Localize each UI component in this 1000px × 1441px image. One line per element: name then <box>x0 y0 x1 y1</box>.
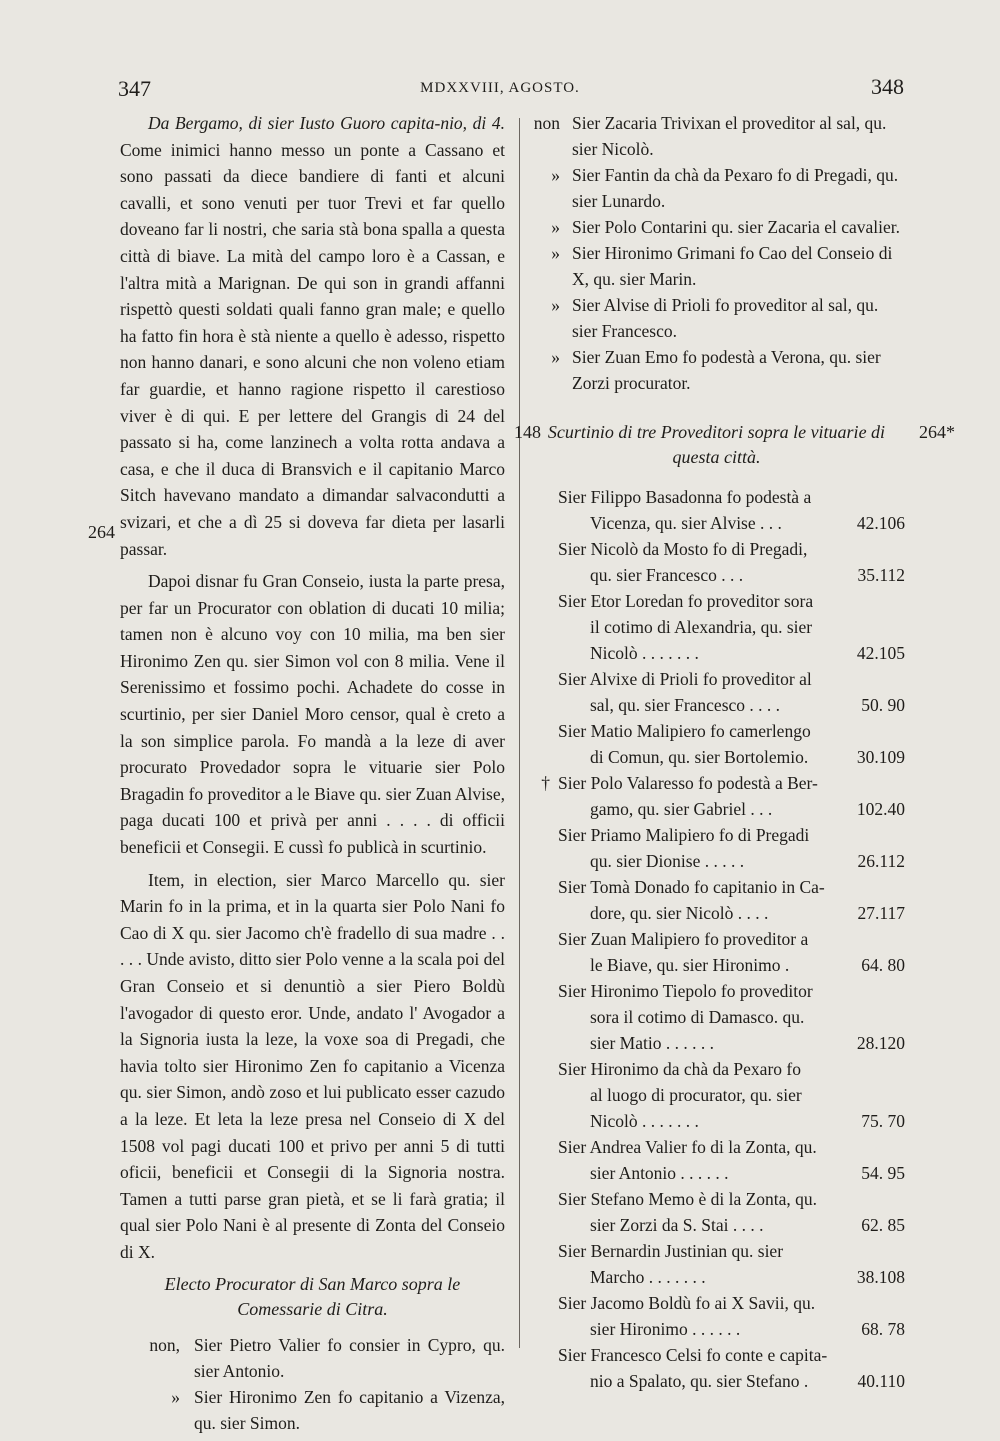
vote-lead: » <box>551 347 560 367</box>
candidate-line-text: sier Zorzi da S. Stai . . . . <box>590 1215 764 1235</box>
candidate-line <box>558 1030 909 1056</box>
running-title: MDXXVIII, AGOSTO. <box>420 80 580 96</box>
candidate-line-text: di Comun, qu. sier Bortolemio. <box>590 747 809 767</box>
candidate-line <box>558 952 909 978</box>
vote-count: 62. 85 <box>861 1215 905 1235</box>
candidate-line: Sier Zuan Malipiero fo proveditor a <box>558 929 809 949</box>
candidate-entry <box>524 926 909 978</box>
candidate-entry <box>524 1238 909 1290</box>
candidate-entry <box>524 588 909 666</box>
candidate-line: Sier Priamo Malipiero fo di Pregadi <box>558 825 810 845</box>
candidate-line-text: gamo, qu. sier Gabriel . . . <box>590 799 773 819</box>
candidate-line-text: sier Hironimo . . . . . . <box>590 1319 741 1339</box>
vote-count: 30.109 <box>856 747 905 767</box>
candidate-list <box>524 484 909 1394</box>
candidate-line-text: qu. sier Dionise . . . . . <box>590 851 745 871</box>
paragraph-item: Item, in election, sier Marco Marcello qu. sier Marin fo in la prima, et in la quarta sier Polo Nani fo Cao di X qu. sier Jacomo ch'è fradello di sua madre . . . . . Unde avisto, ditto sier Polo venne a la scala poi del Gran Conseio et si denuntiò a sier Piero Boldù l'avogador di questo eror. Unde, andato l' Avogador a la Signoria iusta la leze, la voxe soa di Pregadi, che havia tolto sier Hironimo Zen fo capitanio a Vicenza qu. sier Simon, andò zoso et lui publicato esser cazudo a la leze. Et leta la leze presa nel Conseio di X del 1508 vol pagi ducati 100 et privo per anni 5 di tutti oficii, beneficii et Consegii di la Signoria nostra. Tamen a tutti parse gran pietà, et se li farà gratia; il qual sier Polo Nani è al presente di Zonta del Conseio di X. <box>120 869 505 1262</box>
candidate-line: Sier Hironimo Tiepolo fo proveditor <box>558 981 813 1001</box>
vote-text: Sier Fantin da chà da Pexaro fo di Pregadi, qu. sier Lunardo. <box>572 165 899 211</box>
paragraph-bergamo <box>120 110 505 562</box>
vote-count: 27.117 <box>857 903 905 923</box>
vote-text: Sier Pietro Valier fo consier in Cypro, qu. sier Antonio. <box>194 1334 505 1381</box>
candidate-line <box>558 640 909 666</box>
candidate-line: Sier Stefano Memo è di la Zonta, qu. <box>558 1189 818 1209</box>
vote-lead: » <box>551 217 560 237</box>
running-header <box>0 70 1000 110</box>
candidate-line <box>558 692 909 718</box>
candidate-line-text: Vicenza, qu. sier Alvise . . . <box>590 513 782 533</box>
margin-number-148: 148 <box>514 422 541 442</box>
paragraph-head: Da Bergamo, di sier Iusto Guoro capita-nio, di 4. <box>148 113 505 133</box>
vote-count: 35.112 <box>857 565 905 585</box>
candidate-line <box>558 1264 909 1290</box>
candidate-line <box>558 1212 909 1238</box>
vote-count: 75. 70 <box>861 1111 905 1131</box>
page-number-left: 347 <box>118 76 151 101</box>
candidate-line: Sier Polo Valaresso fo podestà a Ber- <box>558 773 818 793</box>
scrutinio-heading <box>514 420 955 470</box>
right-column <box>514 110 955 1394</box>
candidate-entry <box>524 536 909 588</box>
vote-text: Sier Alvise di Prioli fo proveditor al sal, qu. sier Francesco. <box>572 295 879 341</box>
candidate-entry <box>524 978 909 1056</box>
dagger-mark: † <box>541 773 550 793</box>
vote-item <box>524 110 909 162</box>
vote-count: 26.112 <box>857 851 905 871</box>
vote-lead: » <box>551 295 560 315</box>
candidate-line: Sier Matio Malipiero fo camerlengo <box>558 721 811 741</box>
candidate-line: Sier Alvixe di Prioli fo proveditor al <box>558 669 812 689</box>
vote-lead: » <box>551 165 560 185</box>
scrutinio-title: Scurtinio di tre Proveditori sopra le vituarie di questa città. <box>547 422 886 467</box>
margin-number-left: 264 <box>88 522 115 542</box>
vote-count: 42.105 <box>856 643 905 663</box>
vote-item <box>524 344 909 396</box>
vote-count: 28.120 <box>856 1033 905 1053</box>
candidate-line <box>558 900 909 926</box>
candidate-line: Sier Etor Loredan fo proveditor sora <box>558 591 814 611</box>
candidate-entry <box>524 1134 909 1186</box>
candidate-line: Sier Hironimo da chà da Pexaro fo <box>558 1059 801 1079</box>
vote-list <box>120 1332 505 1436</box>
candidate-line: sora il cotimo di Damasco. qu. <box>590 1007 805 1027</box>
candidate-line <box>558 510 909 536</box>
vote-item <box>524 292 909 344</box>
vote-lead: non <box>533 113 560 133</box>
vote-lead: non, <box>149 1334 180 1355</box>
paragraph-body: Come inimici hanno messo un ponte a Cassano et sono passati da diece bandiere di fanti et alcuni cavalli, et sono venuti per tuor Trevi et far quello doveano far li nostri, che saria stà bona spalla a questa città di biave. La mità del campo loro è a Cassan, e l'altra mità a Marignan. De qui son in grandi affanni rispettò questi soldati quali fanno gran male; e quello ha fatto fin hora è stà niente a quello è adesso, rispetto non hanno danari, e sono alcuni che non voleno etiam far guardie, et hanno ragione rispetto il carestioso viver è di qui. E per lettere del Grangis di 24 del passato si ha, come lanzinech a volta rotta andava a casa, e che il duca di Bransvich e il capitanio Marco Sitch havevano mandato a dimandar salvacondutti a svizari, et che a dì 25 si doveva far dieta per lasarli passar. <box>120 139 505 559</box>
candidate-line <box>558 848 909 874</box>
candidate-line-text: qu. sier Francesco . . . <box>590 565 744 585</box>
candidate-line: Sier Filippo Basadonna fo podestà a <box>558 487 812 507</box>
candidate-line-text: Marcho . . . . . . . <box>590 1267 706 1287</box>
candidate-line-text: Nicolò . . . . . . . <box>590 643 699 663</box>
candidate-line-text: Nicolò . . . . . . . <box>590 1111 699 1131</box>
candidate-line <box>558 1316 909 1342</box>
candidate-entry <box>524 666 909 718</box>
column-divider <box>519 118 520 1348</box>
vote-text: Sier Hironimo Zen fo capitanio a Vizenza, qu. sier Simon. <box>194 1386 505 1433</box>
candidate-entry <box>524 874 909 926</box>
vote-lead: » <box>171 1386 180 1407</box>
vote-count: 102.40 <box>856 799 905 819</box>
candidate-line-text: sal, qu. sier Francesco . . . . <box>590 695 781 715</box>
vote-count: 40.110 <box>857 1371 905 1391</box>
candidate-entry <box>524 1186 909 1238</box>
candidate-line <box>558 1160 909 1186</box>
candidate-line <box>558 1108 909 1134</box>
candidate-line: Sier Andrea Valier fo di la Zonta, qu. <box>558 1137 817 1157</box>
candidate-line: il cotimo di Alexandria, qu. sier <box>590 617 813 637</box>
candidate-entry <box>524 770 909 822</box>
vote-lead: » <box>551 243 560 263</box>
vote-item <box>120 1384 505 1436</box>
candidate-line: Sier Bernardin Justinian qu. sier <box>558 1241 784 1261</box>
left-column <box>120 110 505 1436</box>
margin-number-264-star: 264* <box>919 422 955 442</box>
page-number-right: 348 <box>871 74 904 99</box>
candidate-line: Sier Tomà Donado fo capitanio in Ca- <box>558 877 825 897</box>
vote-count: 38.108 <box>856 1267 905 1287</box>
vote-count: 68. 78 <box>861 1319 905 1339</box>
candidate-line: al luogo di procurator, qu. sier <box>590 1085 802 1105</box>
candidate-line: Sier Jacomo Boldù fo ai X Savii, qu. <box>558 1293 816 1313</box>
candidate-entry <box>524 1342 909 1394</box>
candidate-line-text: le Biave, qu. sier Hironimo . <box>590 955 790 975</box>
candidate-entry <box>524 484 909 536</box>
candidate-line-text: nio a Spalato, qu. sier Stefano . <box>590 1371 809 1391</box>
candidate-line-text: sier Matio . . . . . . <box>590 1033 714 1053</box>
vote-text: Sier Polo Contarini qu. sier Zacaria el cavalier. <box>572 217 901 237</box>
candidate-line <box>558 1368 909 1394</box>
vote-count: 42.106 <box>856 513 905 533</box>
vote-item <box>524 240 909 292</box>
candidate-line <box>558 744 909 770</box>
candidate-entry <box>524 718 909 770</box>
candidate-line <box>558 562 909 588</box>
section-heading: Electo Procurator di San Marco sopra le Comessarie di Citra. <box>164 1273 461 1319</box>
candidate-entry <box>524 822 909 874</box>
candidate-line: Sier Nicolò da Mosto fo di Pregadi, <box>558 539 808 559</box>
vote-text: Sier Zuan Emo fo podestà a Verona, qu. sier Zorzi procurator. <box>572 347 881 393</box>
candidate-line <box>558 796 909 822</box>
candidate-line: Sier Francesco Celsi fo conte e capita- <box>558 1345 828 1365</box>
vote-item <box>524 162 909 214</box>
vote-text: Sier Hironimo Grimani fo Cao del Conseio di X, qu. sier Marin. <box>572 243 893 289</box>
vote-count: 50. 90 <box>861 695 905 715</box>
vote-count: 54. 95 <box>861 1163 905 1183</box>
paragraph-gran-conseio: Dapoi disnar fu Gran Conseio, iusta la parte presa, per far un Procurator con oblation di ducati 10 milia; tamen non è alcuno voy con 10 milia, ma ben sier Hironimo Zen qu. sier Simon vol con 8 milia. Vene il Serenissimo et fossimo pochi. Achadete do cosse in scurtinio, per sier Daniel Moro censor, qual è creto a la son simplice parola. Fo mandà a la leze di aver procurato Provedador sopra le vituarie sier Polo Bragadin fo proveditor a le Biave qu. sier Zuan Alvise, paga ducati 100 et privà per anni . . . . di officii beneficii et Consegii. E cussì fo publicà in scurtinio. <box>120 571 505 858</box>
candidate-line-text: dore, qu. sier Nicolò . . . . <box>590 903 769 923</box>
vote-count: 64. 80 <box>861 955 905 975</box>
vote-item <box>524 214 909 240</box>
candidate-entry <box>524 1056 909 1134</box>
vote-list-continued <box>524 110 909 396</box>
candidate-line-text: sier Antonio . . . . . . <box>590 1163 729 1183</box>
candidate-entry <box>524 1290 909 1342</box>
vote-text: Sier Zacaria Trivixan el proveditor al sal, qu. sier Nicolò. <box>572 113 887 159</box>
vote-item <box>120 1332 505 1384</box>
